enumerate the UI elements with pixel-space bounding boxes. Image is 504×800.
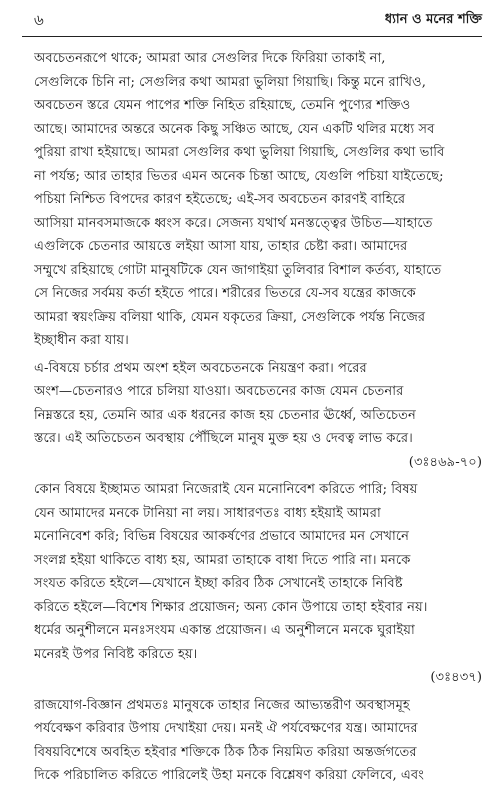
text-line: মনেরই উপর নিবিষ্ট করিতে হয়। [34,646,198,662]
text-line: নিম্নস্তরে হয়, তেমনি আর এক ধরনের কাজ হয় চেতনার ঊর্ধ্বে, অতিচেতন [34,407,416,423]
paragraph [34,694,484,788]
text-line: সে নিজের সর্বময় কর্তা হইতে পারে। শরীরের ভিতরে যে-সব যন্ত্রের কাজকে [34,286,416,301]
page-number: ৬ [34,11,44,29]
text-line: যেন আমাদের মনকে টানিয়া না লয়। সাধারণতঃ বাধ্য হইয়াই আমরা [34,505,381,521]
paragraph [34,357,484,475]
text-line: কোন বিষয়ে ইচ্ছামত আমরা নিজেরাই যেন মনোনিবেশ করিতে পারি; বিষয় [34,482,418,497]
text-line: সেগুলিকে চিনি না; সেগুলির কথা আমরা ভুলিয়া গিয়াছি। কিন্তু মনে রাখিও, [34,74,426,90]
text-line: অংশ—চেতনারও পারে চলিয়া যাওয়া। অবচেতনের কাজ যেমন চেতনার [34,384,404,399]
text-line: না পর্যন্ত; আর তাহার ভিতর এমন অনেক চিন্তা আছে, যেগুলি পচিয়া যাইতেছে; [34,168,444,184]
citation: (৩ঃ৪৩৭) [430,670,482,685]
text-line: ইচ্ছাধীন করা যায়। [34,333,129,348]
citation: (৩ঃ৪৬৯-৭০) [408,454,482,470]
text-line: এ-বিষয়ে চর্চার প্রথম অংশ হইল অবচেতনকে নিয়ন্ত্রণ করা। পরের [34,360,367,376]
text-line: পুরিয়া রাখা হইয়াছে। আমরা সেগুলির কথা ভুলিয়া গিয়াছি, সেগুলির কথা ভাবি [34,145,445,160]
text-line: সংযত করিতে হইলে—যেখানে ইচ্ছা করিব ঠিক সেখানেই তাহাকে নিবিষ্ট [34,576,403,591]
text-line: রাজযোগ-বিজ্ঞান প্রথমতঃ মানুষকে তাহার নিজের আভ্যন্তরীণ অবস্থাসমূহ [34,697,410,713]
paragraph [34,47,484,353]
text-line: অবচেতনরূপে থাকে; আমরা আর সেগুলির দিকে ফিরিয়া তাকাই না, [34,51,386,66]
text-line: করিতে হইলে—বিশেষ শিক্ষার প্রয়োজন; অন্য কোন উপায়ে তাহা হইবার নয়। [34,599,428,615]
text-line: আমরা স্বয়ংক্রিয় বলিয়া থাকি, যেমন যকৃতের ক্রিয়া, সেগুলিকে পর্যন্ত নিজের [34,309,426,325]
header-rule [22,36,482,37]
text-line: আসিয়া মানবসমাজকে ধ্বংস করে। সেজন্য যথার্থ মনস্তত্ত্বের উচিত—যাহাতে [34,215,433,231]
running-head: ধ্যান ও মনের শক্তি [384,12,482,27]
page-header [0,0,504,44]
text-line: পর্যবেক্ষণ করিবার উপায় দেখাইয়া দেয়। মনই ঐ পর্যবেক্ষণের যন্ত্র। আমাদের [34,721,418,736]
page-body [34,47,484,788]
text-line: বিষয়বিশেষে অবহিত হইবার শক্তিকে ঠিক ঠিক নিয়মিত করিয়া অন্তর্জগতের [34,744,417,760]
text-line: এগুলিকে চেতনার আয়ত্তে লইয়া আসা যায়, তাহার চেষ্টা করা। আমাদের [34,239,408,254]
text-line: ধর্মের অনুশীলনে মনঃসংযম একান্ত প্রয়োজন। এ অনুশীলনে মনকে ঘুরাইয়া [34,623,415,638]
text-line: অবচেতন স্তরে যেমন পাপের শক্তি নিহিত রহিয়াছে, তেমনি পুণ্যের শক্তিও [34,98,411,113]
paragraph [34,478,484,690]
text-line: স্তরে। এই অতিচেতন অবস্থায় পৌঁছিলে মানুষ মুক্ত হয় ও দেবত্ব লাভ করে। [34,431,413,446]
text-line: সম্মুখে রহিয়াছে গোটা মানুষটিকে যেন জাগাইয়া তুলিবার বিশাল কর্তব্য, যাহাতে [34,262,442,278]
text-line: মনোনিবেশ করি; বিভিন্ন বিষয়ের আকর্ষণের প্রভাবে আমাদের মন সেখানে [34,529,410,544]
text-line: আছে। আমাদের অন্তরে অনেক কিছু সঞ্চিত আছে, যেন একটি থলির মধ্যে সব [34,121,435,137]
text-line: পচিয়া নিশ্চিত বিপদের কারণ হইতেছে; এই-সব অবচেতন কারণই বাহিরে [34,192,406,207]
text-line: দিকে পরিচালিত করিতে পারিলেই উহা মনকে বিশ্লেষণ করিয়া ফেলিবে, এবং [34,768,424,783]
text-line: সংলগ্ন হইয়া থাকিতে বাধ্য হয়, আমরা তাহাকে বাধা দিতে পারি না। মনকে [34,552,411,568]
